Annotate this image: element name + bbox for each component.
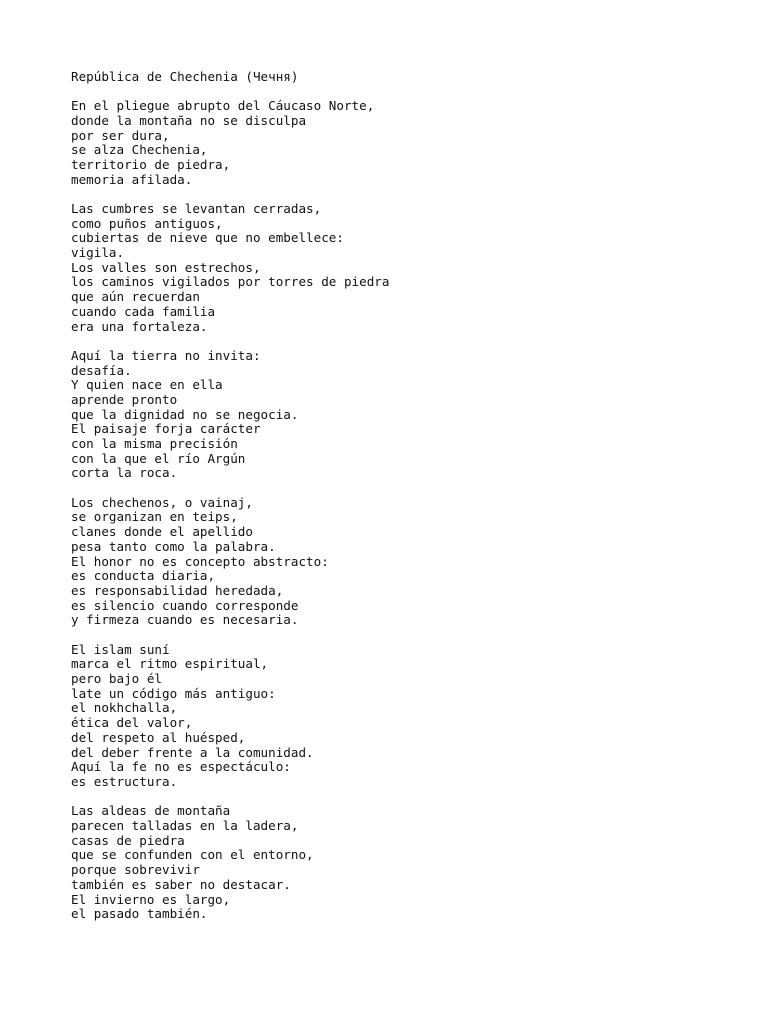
poem-line: y firmeza cuando es necesaria.	[71, 612, 299, 628]
poem-line: con la que el río Argún	[71, 450, 246, 466]
poem-line: territorio de piedra,	[71, 156, 231, 172]
poem-line: Y quien nace en ella	[71, 377, 223, 393]
poem-line: que aún recuerdan	[71, 289, 200, 305]
poem-line: con la misma precisión	[71, 436, 238, 452]
poem-body	[71, 99, 751, 922]
poem-line: se alza Chechenia,	[71, 142, 208, 158]
document-page	[71, 70, 751, 937]
poem-line: Las cumbres se levantan cerradas,	[71, 200, 322, 216]
stanza	[71, 202, 751, 334]
poem-line: Aquí la tierra no invita:	[71, 347, 261, 363]
poem-line: que la dignidad no se negocia.	[71, 406, 299, 422]
poem-line: donde la montaña no se disculpa	[71, 112, 307, 128]
poem-line: memoria afilada.	[71, 171, 193, 187]
poem-line: aprende pronto	[71, 391, 178, 407]
poem-line: pero bajo él	[71, 671, 162, 687]
poem-line: late un código más antiguo:	[71, 685, 276, 701]
poem-line: vigila.	[71, 245, 125, 261]
poem-line: el pasado también.	[71, 906, 208, 922]
poem-line: por ser dura,	[71, 127, 170, 143]
stanza	[71, 496, 751, 628]
poem-line: es estructura.	[71, 774, 178, 789]
stanza	[71, 349, 751, 481]
poem-line: el nokhchalla,	[71, 700, 178, 716]
poem-line: es silencio cuando corresponde	[71, 597, 299, 613]
poem-line: del deber frente a la comunidad.	[71, 744, 314, 760]
poem-line: marca el ritmo espiritual,	[71, 656, 269, 672]
poem-line: clanes donde el apellido	[71, 524, 253, 540]
poem-line: Las aldeas de montaña	[71, 803, 231, 819]
poem-line: del respeto al huésped,	[71, 729, 246, 745]
poem-line: cubiertas de nieve que no embellece:	[71, 230, 344, 246]
poem-line: desafía.	[71, 362, 132, 378]
poem-line: parecen talladas en la ladera,	[71, 818, 299, 833]
stanza	[71, 804, 751, 922]
poem-line: Los valles son estrechos,	[71, 259, 261, 275]
poem-line: ética del valor,	[71, 715, 193, 731]
poem-line: cuando cada familia	[71, 303, 216, 319]
poem-line: pesa tanto como la palabra.	[71, 538, 276, 554]
stanza	[71, 643, 751, 790]
poem-line: El islam suní	[71, 641, 170, 657]
poem-line: casas de piedra	[71, 832, 185, 848]
poem-line: era una fortaleza.	[71, 318, 208, 334]
poem-line: se organizan en teips,	[71, 509, 238, 525]
poem-line: El honor no es concepto abstracto:	[71, 553, 329, 569]
stanza	[71, 99, 751, 187]
poem-line: Los chechenos, o vainaj,	[71, 494, 253, 510]
poem-title: República de Chechenia (Чечня)	[71, 69, 299, 84]
poem-line: El invierno es largo,	[71, 891, 231, 907]
poem-line: como puños antiguos,	[71, 215, 223, 231]
poem-line: los caminos vigilados por torres de piedra	[71, 274, 390, 290]
poem-line: corta la roca.	[71, 465, 178, 481]
poem-line: Aquí la fe no es espectáculo:	[71, 759, 291, 775]
poem-line: que se confunden con el entorno,	[71, 847, 314, 863]
poem-line: El paisaje forja carácter	[71, 421, 261, 437]
poem-line: es responsabilidad heredada,	[71, 582, 284, 598]
poem-line: también es saber no destacar.	[71, 876, 291, 892]
poem-line: es conducta diaria,	[71, 568, 216, 584]
poem-line: porque sobrevivir	[71, 862, 200, 878]
poem-line: En el pliegue abrupto del Cáucaso Norte,	[71, 98, 375, 114]
